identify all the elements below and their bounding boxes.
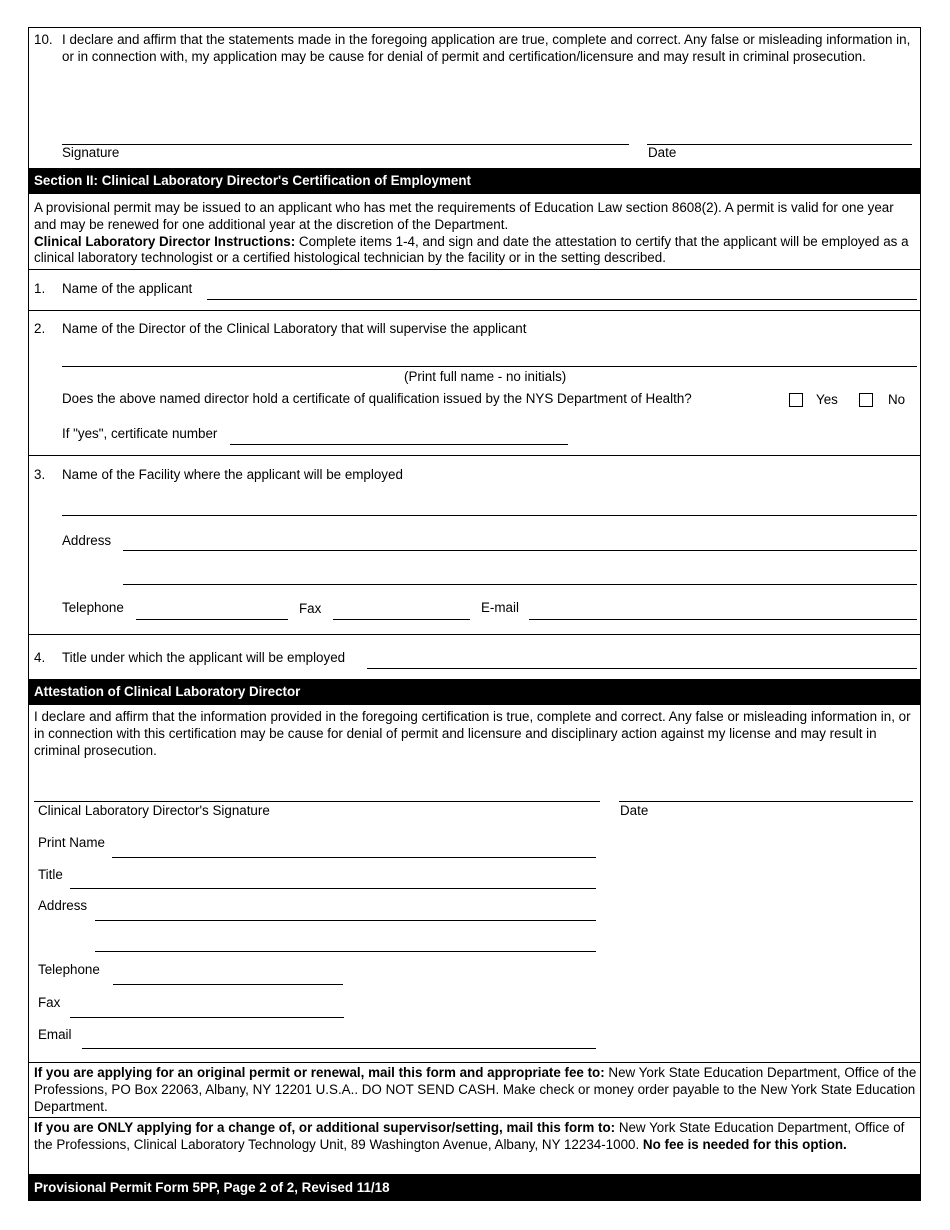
divider xyxy=(29,634,920,635)
no-label: No xyxy=(888,392,906,407)
item2-number: 2. xyxy=(34,321,46,336)
print-name-field[interactable] xyxy=(112,857,596,858)
section2-intro-text: A provisional permit may be issued to an applicant who has met the requirements of Education Law section 8608(2). A permit is valid for one year and may be renewed for one additional year at the discretion of the Department. xyxy=(34,200,894,232)
facility-fax-field[interactable] xyxy=(333,619,470,620)
facility-email-field[interactable] xyxy=(529,619,917,620)
director-signature-line[interactable] xyxy=(34,801,600,802)
item10-number: 10. xyxy=(34,32,53,47)
director-email-label: Email xyxy=(38,1027,72,1042)
yes-checkbox[interactable] xyxy=(789,393,803,407)
item10-text: I declare and affirm that the statements made in the foregoing application are true, complete and correct. Any false or misleading information in, or in connection with, my application may be cause for denial of permit and certification/licensure and may result in criminal prosecution. xyxy=(62,32,911,64)
print-name-label: Print Name xyxy=(38,835,105,850)
item3-number: 3. xyxy=(34,467,46,482)
mail-original-heading: If you are applying for an original permit or renewal, mail this form and appropriate fee to: xyxy=(34,1065,605,1080)
item4-label: Title under which the applicant will be employed xyxy=(62,650,346,665)
certificate-number-label: If "yes", certificate number xyxy=(62,426,218,441)
no-checkbox[interactable] xyxy=(859,393,873,407)
director-title-field[interactable] xyxy=(70,888,596,889)
applicant-date-line[interactable] xyxy=(647,144,912,145)
divider xyxy=(29,1062,920,1063)
director-title-label: Title xyxy=(38,867,63,882)
print-name-note: (Print full name - no initials) xyxy=(404,369,567,384)
director-certificate-question: Does the above named director hold a certificate of qualification issued by the NYS Department of Health? xyxy=(62,391,692,406)
mail-change-address: New York State Education Department, Office of the Professions, Clinical Laboratory Technology Unit, 89 Washington Avenue, Albany, NY 12234-1000. xyxy=(34,1120,905,1152)
attestation-header: Attestation of Clinical Laboratory Director xyxy=(29,679,920,705)
mail-original-instructions xyxy=(34,1065,919,1115)
applicant-signature-line[interactable] xyxy=(62,144,629,145)
item4-number: 4. xyxy=(34,650,46,665)
facility-fax-label: Fax xyxy=(299,601,322,616)
director-signature-label: Clinical Laboratory Director's Signature xyxy=(38,803,270,818)
director-telephone-label: Telephone xyxy=(38,962,100,977)
section2-instructions-label: Clinical Laboratory Director Instructions: xyxy=(34,233,296,249)
item1-label: Name of the applicant xyxy=(62,281,193,296)
facility-address-field-1[interactable] xyxy=(123,550,917,551)
facility-name-field[interactable] xyxy=(62,515,917,516)
director-name-field[interactable] xyxy=(62,366,917,367)
director-address-field-2[interactable] xyxy=(95,951,596,952)
facility-address-field-2[interactable] xyxy=(123,584,917,585)
item2-label: Name of the Director of the Clinical Laboratory that will supervise the applicant xyxy=(62,321,527,336)
divider xyxy=(29,1117,920,1118)
certificate-number-field[interactable] xyxy=(230,444,568,445)
divider xyxy=(29,269,920,270)
divider xyxy=(29,310,920,311)
mail-change-no-fee: No fee is needed for this option. xyxy=(642,1136,847,1152)
item1-number: 1. xyxy=(34,281,46,296)
director-telephone-field[interactable] xyxy=(113,984,343,985)
mail-change-heading: If you are ONLY applying for a change of, or additional supervisor/setting, mail this form to: xyxy=(34,1120,616,1135)
director-address-label: Address xyxy=(38,898,88,913)
director-fax-field[interactable] xyxy=(70,1017,344,1018)
yes-label: Yes xyxy=(816,392,838,407)
applicant-name-field[interactable] xyxy=(207,299,917,300)
mail-change-instructions xyxy=(34,1120,919,1154)
permit-form xyxy=(28,27,921,1201)
applicant-title-field[interactable] xyxy=(367,668,917,669)
director-date-line[interactable] xyxy=(619,801,913,802)
facility-telephone-label: Telephone xyxy=(62,600,124,615)
attestation-text: I declare and affirm that the information provided in the foregoing certification is true, complete and correct. Any false or misleading information in, or in connection with this certification may be cause for denial of permit and licensure and disciplinary action against my license and may result in criminal prosecution. xyxy=(34,709,911,758)
divider xyxy=(29,455,920,456)
facility-address-label: Address xyxy=(62,533,112,548)
director-fax-label: Fax xyxy=(38,995,61,1010)
facility-telephone-field[interactable] xyxy=(136,619,288,620)
applicant-date-label: Date xyxy=(648,145,677,160)
item3-label: Name of the Facility where the applicant will be employed xyxy=(62,467,403,482)
mail-original-address: New York State Education Department, Office of the Professions, PO Box 22063, Albany, NY 12201 U.S.A.. DO NOT SEND CASH. Make check or money order payable to the New York State Education Department. xyxy=(34,1065,917,1114)
facility-email-label: E-mail xyxy=(481,600,519,615)
director-address-field-1[interactable] xyxy=(95,920,596,921)
section2-instructions-text: Complete items 1-4, and sign and date the attestation to certify that the applicant will be employed as a clinical laboratory technologist or a certified histological technician by the facility or in the setting described. xyxy=(34,233,909,266)
form-footer: Provisional Permit Form 5PP, Page 2 of 2, Revised 11/18 xyxy=(29,1174,920,1201)
applicant-signature-label: Signature xyxy=(62,145,120,160)
director-email-field[interactable] xyxy=(82,1048,596,1049)
section2-intro xyxy=(34,200,919,267)
section2-header: Section II: Clinical Laboratory Director's Certification of Employment xyxy=(29,168,920,194)
director-date-label: Date xyxy=(620,803,649,818)
